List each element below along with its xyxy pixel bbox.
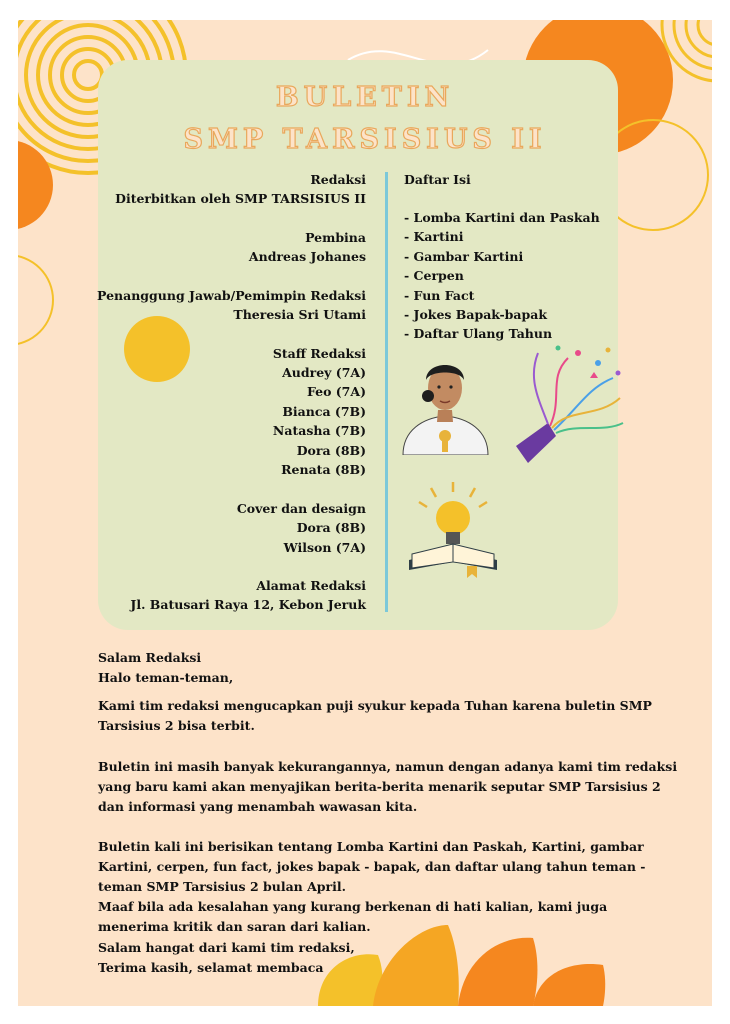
party-popper-icon xyxy=(508,338,628,470)
cover-member: Wilson (7A) xyxy=(283,540,366,555)
staff-member: Renata (8B) xyxy=(281,462,366,477)
staff-member: Bianca (7B) xyxy=(282,404,366,419)
toc-item: - Daftar Ulang Tahun xyxy=(404,326,553,341)
publisher-text: Diterbitkan oleh SMP TARSISIUS II xyxy=(115,191,366,206)
alamat-text: Jl. Batusari Raya 12, Kebon Jeruk xyxy=(130,597,366,612)
letter-paragraph: Kami tim redaksi mengucapkan puji syukur kepada Tuhan karena buletin SMP Tarsisius 2 bisa terbit. xyxy=(98,698,652,733)
letter-greeting: Salam Redaksi xyxy=(98,650,202,665)
bulletin-title: BULETIN xyxy=(275,82,455,113)
letter-closing-2: Terima kasih, selamat membaca xyxy=(98,960,324,975)
toc-item: - Cerpen xyxy=(404,268,464,283)
toc-item: - Jokes Bapak-bapak xyxy=(404,307,547,322)
staff-member: Natasha (7B) xyxy=(272,423,366,438)
kartini-portrait-illustration xyxy=(398,350,493,455)
alamat-label: Alamat Redaksi xyxy=(256,578,366,593)
daftar-isi-label: Daftar Isi xyxy=(404,172,471,187)
toc-item: - Fun Fact xyxy=(404,288,475,303)
letter-greeting-2: Halo teman-teman, xyxy=(98,670,234,685)
letter-paragraph: Maaf bila ada kesalahan yang kurang berkenan di hati kalian, kami juga menerima kritik dan saran dari kalian. xyxy=(98,899,608,934)
lightbulb-book-illustration xyxy=(403,480,503,580)
column-divider xyxy=(385,172,388,612)
page xyxy=(18,20,712,1006)
cover-label: Cover dan desaign xyxy=(236,501,366,516)
outline-arc-left xyxy=(18,255,53,345)
pembina-name: Andreas Johanes xyxy=(248,249,366,264)
toc-item: - Kartini xyxy=(404,229,464,244)
staff-member: Dora (8B) xyxy=(296,443,366,458)
staff-member: Audrey (7A) xyxy=(282,365,366,380)
letter-paragraph: Buletin kali ini berisikan tentang Lomba Kartini dan Paskah, Kartini, gambar Kartini, cerpen, fun fact, jokes bapak - bapak, dan daftar ulang tahun teman - teman SMP Tarsisius 2 bulan April. xyxy=(98,839,646,894)
toc-item: - Gambar Kartini xyxy=(404,249,524,264)
pj-name: Theresia Sri Utami xyxy=(233,307,366,322)
pembina-label: Pembina xyxy=(305,230,366,245)
cover-member: Dora (8B) xyxy=(296,520,366,535)
redaksi-label: Redaksi xyxy=(310,172,366,187)
yellow-dot-decoration xyxy=(123,315,191,383)
staff-label: Staff Redaksi xyxy=(272,346,366,361)
pj-label: Penanggung Jawab/Pemimpin Redaksi xyxy=(97,288,366,303)
staff-member: Feo (7A) xyxy=(306,384,366,399)
letter-closing: Salam hangat dari kami tim redaksi, xyxy=(98,940,355,955)
letter-paragraph: Buletin ini masih banyak kekurangannya, namun dengan adanya kami tim redaksi yang baru kami akan menyajikan berita-berita menarik seputar SMP Tarsisius 2 dan informasi yang menambah wawasan kita. xyxy=(98,759,678,814)
toc-item: - Lomba Kartini dan Paskah xyxy=(404,210,600,225)
bulletin-subtitle: SMP TARSISIUS II xyxy=(183,124,547,155)
